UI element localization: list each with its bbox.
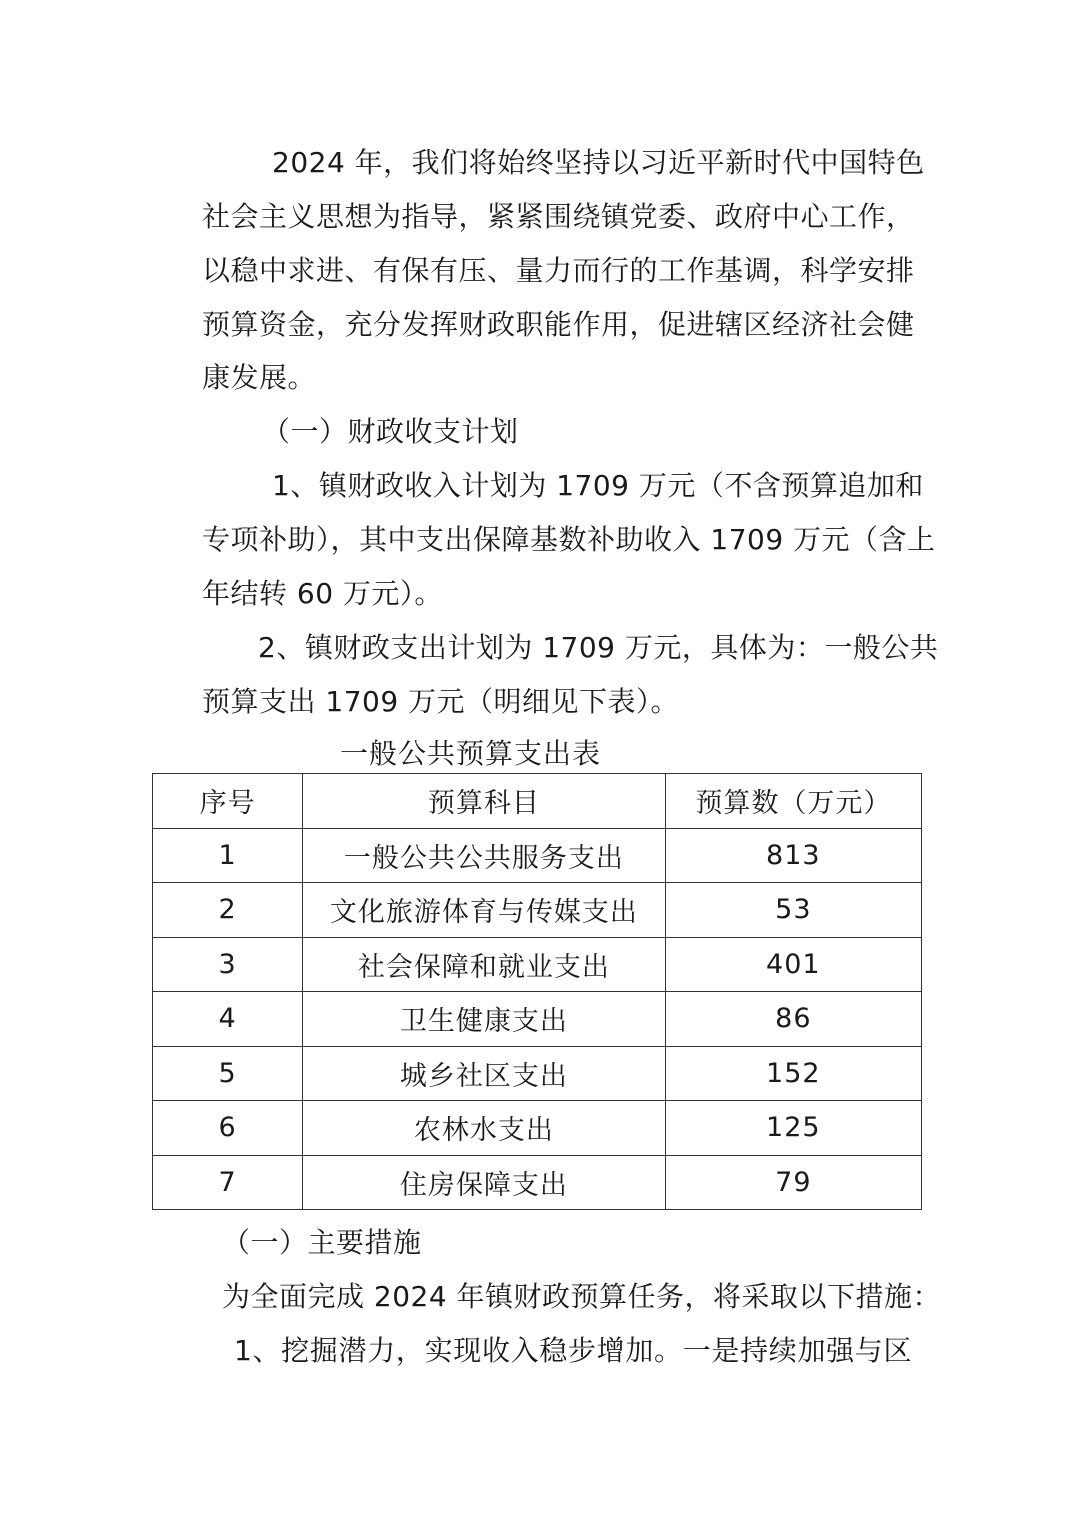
row-subject: 住房保障支出 <box>303 1155 665 1210</box>
intro-line-5: 康发展。 <box>202 361 317 394</box>
table-row <box>153 937 922 992</box>
row-amount: 152 <box>665 1046 921 1101</box>
item1-line-2: 专项补助），其中支出保障基数补助收入 1709 万元（含上 <box>202 523 936 556</box>
row-serial-no: 4 <box>153 992 303 1047</box>
row-amount: 79 <box>665 1155 921 1210</box>
table-row <box>153 992 922 1047</box>
intro-line-4: 预算资金，充分发挥财政职能作用，促进辖区经济社会健 <box>202 308 915 341</box>
row-subject: 城乡社区支出 <box>303 1046 665 1101</box>
table-row <box>153 883 922 938</box>
header-serial-no: 序号 <box>153 774 303 829</box>
table-row <box>153 828 922 883</box>
row-amount: 401 <box>665 937 921 992</box>
table-row <box>153 1155 922 1210</box>
section-heading-main-measures: （一）主要措施 <box>222 1226 422 1259</box>
row-serial-no: 2 <box>153 883 303 938</box>
row-serial-no: 3 <box>153 937 303 992</box>
measures-intro-line: 为全面完成 2024 年镇财政预算任务，将采取以下措施： <box>222 1280 942 1313</box>
row-amount: 125 <box>665 1101 921 1156</box>
row-subject: 一般公共公共服务支出 <box>303 828 665 883</box>
measure-1-line: 1、挖掘潜力，实现收入稳步增加。一是持续加强与区 <box>234 1334 912 1367</box>
budget-expenditure-table <box>152 773 922 1210</box>
item2-line-2: 预算支出 1709 万元（明细见下表）。 <box>202 685 680 718</box>
item1-line-3: 年结转 60 万元）。 <box>202 577 443 610</box>
row-serial-no: 6 <box>153 1101 303 1156</box>
row-amount: 53 <box>665 883 921 938</box>
row-subject: 卫生健康支出 <box>303 992 665 1047</box>
header-budget-amount: 预算数（万元） <box>665 774 921 829</box>
header-budget-subject: 预算科目 <box>303 774 665 829</box>
intro-line-1: 2024 年，我们将始终坚持以习近平新时代中国特色 <box>272 146 925 179</box>
row-subject: 文化旅游体育与传媒支出 <box>303 883 665 938</box>
row-subject: 农林水支出 <box>303 1101 665 1156</box>
row-serial-no: 1 <box>153 828 303 883</box>
row-serial-no: 7 <box>153 1155 303 1210</box>
intro-line-3: 以稳中求进、有保有压、量力而行的工作基调，科学安排 <box>202 254 915 287</box>
row-serial-no: 5 <box>153 1046 303 1101</box>
item2-line-1: 2、镇财政支出计划为 1709 万元，具体为：一般公共 <box>258 631 939 664</box>
table-row <box>153 1101 922 1156</box>
table-header-row <box>153 774 922 829</box>
row-amount: 813 <box>665 828 921 883</box>
table-row <box>153 1046 922 1101</box>
row-subject: 社会保障和就业支出 <box>303 937 665 992</box>
section-heading-revenue-expenditure: （一）财政收支计划 <box>262 415 519 448</box>
table-title: 一般公共预算支出表 <box>340 737 602 770</box>
intro-line-2: 社会主义思想为指导，紧紧围绕镇党委、政府中心工作， <box>202 200 915 233</box>
item1-line-1: 1、镇财政收入计划为 1709 万元（不含预算追加和 <box>272 469 924 502</box>
row-amount: 86 <box>665 992 921 1047</box>
